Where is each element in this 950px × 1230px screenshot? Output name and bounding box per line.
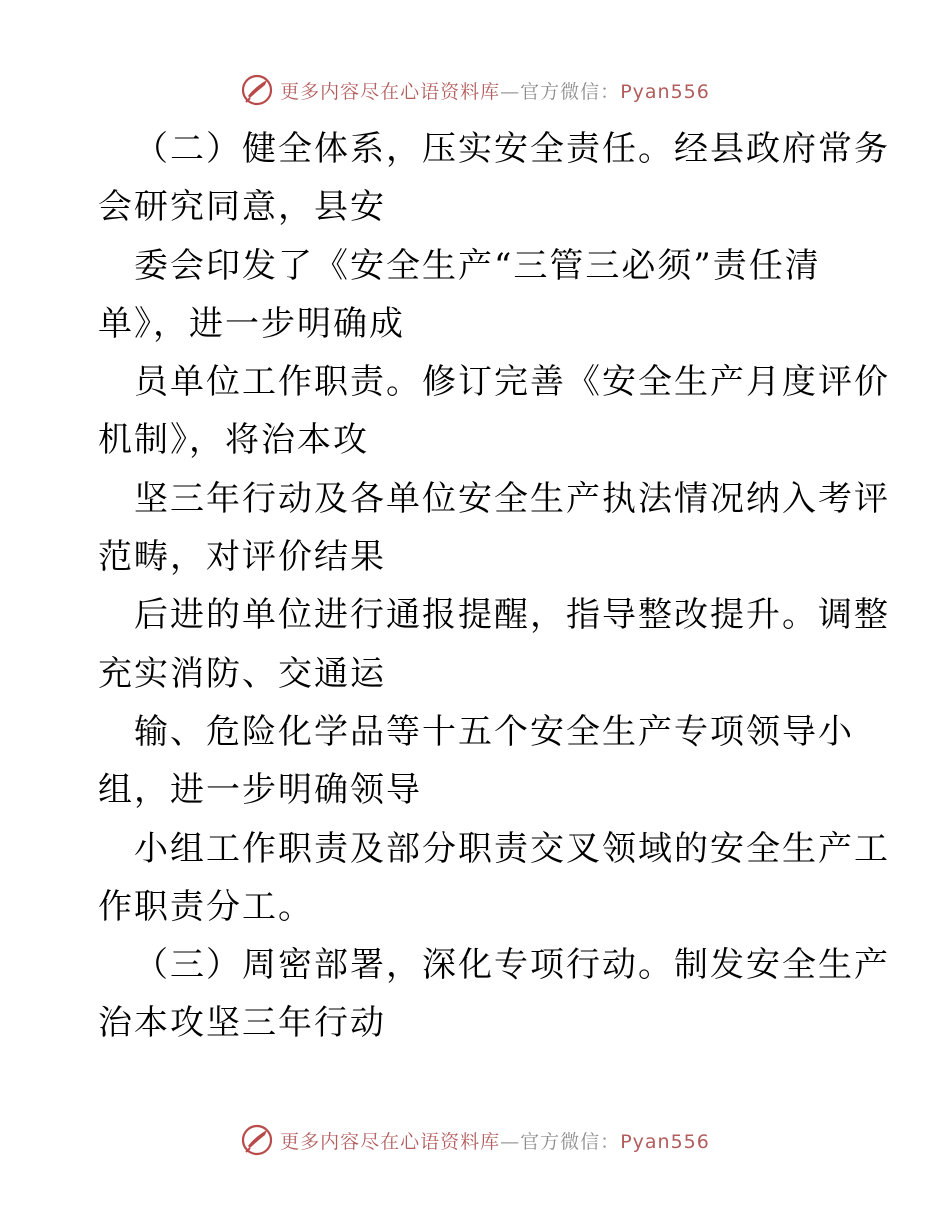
watermark-banner-bottom (0, 1120, 950, 1160)
body-line: 后进的单位进行通报提醒，指导整改提升。调整 (134, 595, 890, 636)
watermark-text: 更多内容尽在心语资料库—官方微信：Pyan556 (280, 1130, 710, 1153)
body-line: 机制》，将治本攻 (98, 420, 369, 461)
body-line: （三）周密部署，深化专项行动。制发安全生产 (134, 945, 890, 986)
watermark-text: 更多内容尽在心语资料库—官方微信：Pyan556 (280, 80, 710, 103)
body-line: 范畴，对评价结果 (98, 537, 386, 578)
body-line: 充实消防、交通运 (98, 653, 386, 694)
body-line: 治本攻坚三年行动 (98, 1003, 386, 1044)
pen-logo-icon (240, 1123, 274, 1157)
body-line: 会研究同意，县安 (98, 187, 386, 228)
body-line: 委会印发了《安全生产“三管三必须”责任清 (134, 245, 821, 286)
body-line: 组，进一步明确领导 (98, 770, 422, 811)
body-line: 单》，进一步明确成 (98, 303, 405, 344)
pen-logo-icon (240, 73, 274, 107)
body-line: 小组工作职责及部分职责交叉领域的安全生产工 (134, 828, 890, 869)
watermark-banner-top (0, 70, 950, 110)
document-body (98, 120, 890, 1053)
body-line: 坚三年行动及各单位安全生产执法情况纳入考评 (134, 478, 890, 519)
body-line: 作职责分工。 (98, 886, 314, 927)
body-line: （二）健全体系，压实安全责任。经县政府常务 (134, 129, 890, 169)
body-line: 员单位工作职责。修订完善《安全生产月度评价 (134, 362, 890, 403)
body-line: 输、危险化学品等十五个安全生产专项领导小 (134, 711, 854, 752)
